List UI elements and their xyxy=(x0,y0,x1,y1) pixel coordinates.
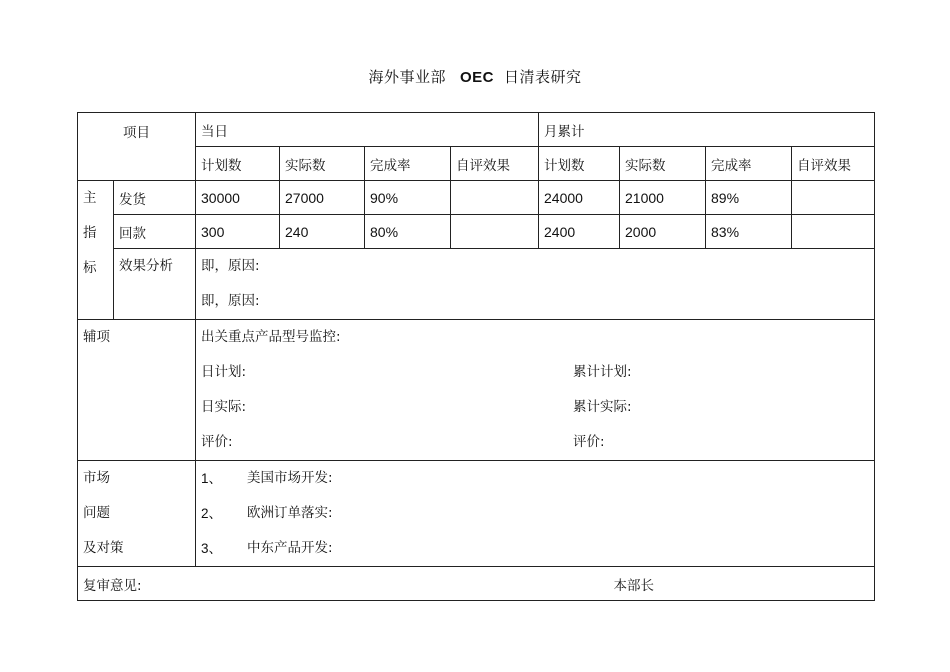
daily-actual-label: 日实际: xyxy=(201,399,247,415)
collection-daily-rate: 80% xyxy=(365,215,451,249)
list-item xyxy=(201,496,869,531)
daily-col-rate: 完成率 xyxy=(365,147,451,181)
shipment-monthly-rate: 89% xyxy=(706,181,792,215)
auxiliary-heading: 出关重点产品型号监控: xyxy=(201,329,341,345)
collection-monthly-plan: 2400 xyxy=(539,215,620,249)
effect-analysis-label-text: 效果分析 xyxy=(119,258,173,274)
auxiliary-line xyxy=(201,425,869,460)
review-label: 复审意见: xyxy=(83,577,142,594)
title-main: 海外事业部 xyxy=(368,68,446,86)
title-code: OEC xyxy=(459,69,494,86)
market-label-line: 及对策 xyxy=(83,540,124,556)
monthly-col-rate: 完成率 xyxy=(706,147,792,181)
main-indicator-char: 标 xyxy=(83,260,97,276)
page-title xyxy=(0,66,950,87)
list-item-number: 3、 xyxy=(201,541,223,556)
list-item-text: 美国市场开发: xyxy=(247,470,333,486)
market-label-line: 问题 xyxy=(83,505,110,521)
list-item-number: 1、 xyxy=(201,471,223,486)
effect-analysis-content xyxy=(196,249,875,320)
daily-col-actual: 实际数 xyxy=(280,147,365,181)
main-indicator-label xyxy=(78,181,114,320)
monthly-col-actual: 实际数 xyxy=(620,147,706,181)
signer-label: 本部长 xyxy=(613,577,654,594)
collection-monthly-actual: 2000 xyxy=(620,215,706,249)
row-label-shipment: 发货 xyxy=(114,181,196,215)
cumulative-evaluation-label: 评价: xyxy=(573,434,605,450)
list-item-text: 欧洲订单落实: xyxy=(247,505,333,521)
daily-col-self-eval: 自评效果 xyxy=(451,147,539,181)
table-row xyxy=(78,461,875,567)
title-sub: 日清表研究 xyxy=(504,68,582,86)
table-row xyxy=(78,215,875,249)
list-item-text: 中东产品开发: xyxy=(247,540,333,556)
table-row xyxy=(78,567,875,601)
shipment-daily-plan: 30000 xyxy=(196,181,280,215)
auxiliary-content xyxy=(196,320,875,461)
list-item xyxy=(201,531,869,566)
monthly-col-plan: 计划数 xyxy=(539,147,620,181)
main-indicator-char: 指 xyxy=(83,225,97,241)
main-indicator-char: 主 xyxy=(83,190,97,206)
monthly-header: 月累计 xyxy=(539,113,875,147)
cumulative-actual-label: 累计实际: xyxy=(573,399,632,415)
market-label xyxy=(78,461,196,567)
collection-monthly-rate: 83% xyxy=(706,215,792,249)
collection-daily-plan: 300 xyxy=(196,215,280,249)
market-label-line: 市场 xyxy=(83,470,110,486)
shipment-daily-actual: 27000 xyxy=(280,181,365,215)
collection-daily-self-eval xyxy=(451,215,539,249)
auxiliary-label xyxy=(78,320,196,461)
daily-header: 当日 xyxy=(196,113,539,147)
daily-evaluation-label: 评价: xyxy=(201,434,233,450)
effect-reason-line: 即，原因: xyxy=(201,258,260,274)
table-row xyxy=(78,249,875,320)
effect-analysis-label xyxy=(114,249,196,320)
effect-reason-line: 即，原因: xyxy=(201,293,260,309)
shipment-monthly-self-eval xyxy=(792,181,875,215)
market-content xyxy=(196,461,875,567)
cumulative-plan-label: 累计计划: xyxy=(573,364,632,380)
oec-daily-table xyxy=(77,112,875,601)
shipment-monthly-actual: 21000 xyxy=(620,181,706,215)
table-row xyxy=(78,181,875,215)
review-cell xyxy=(78,567,875,601)
header-row-1 xyxy=(78,113,875,147)
header-row-2 xyxy=(78,147,875,181)
shipment-daily-self-eval xyxy=(451,181,539,215)
row-label-collection: 回款 xyxy=(114,215,196,249)
monthly-col-self-eval: 自评效果 xyxy=(792,147,875,181)
collection-monthly-self-eval xyxy=(792,215,875,249)
item-header: 项目 xyxy=(78,113,196,181)
list-item-number: 2、 xyxy=(201,506,223,521)
table-row xyxy=(78,320,875,461)
auxiliary-line xyxy=(201,390,869,425)
list-item xyxy=(201,461,869,496)
daily-col-plan: 计划数 xyxy=(196,147,280,181)
auxiliary-line xyxy=(201,355,869,390)
auxiliary-label-text: 辅项 xyxy=(83,329,110,345)
shipment-daily-rate: 90% xyxy=(365,181,451,215)
shipment-monthly-plan: 24000 xyxy=(539,181,620,215)
daily-plan-label: 日计划: xyxy=(201,364,247,380)
collection-daily-actual: 240 xyxy=(280,215,365,249)
